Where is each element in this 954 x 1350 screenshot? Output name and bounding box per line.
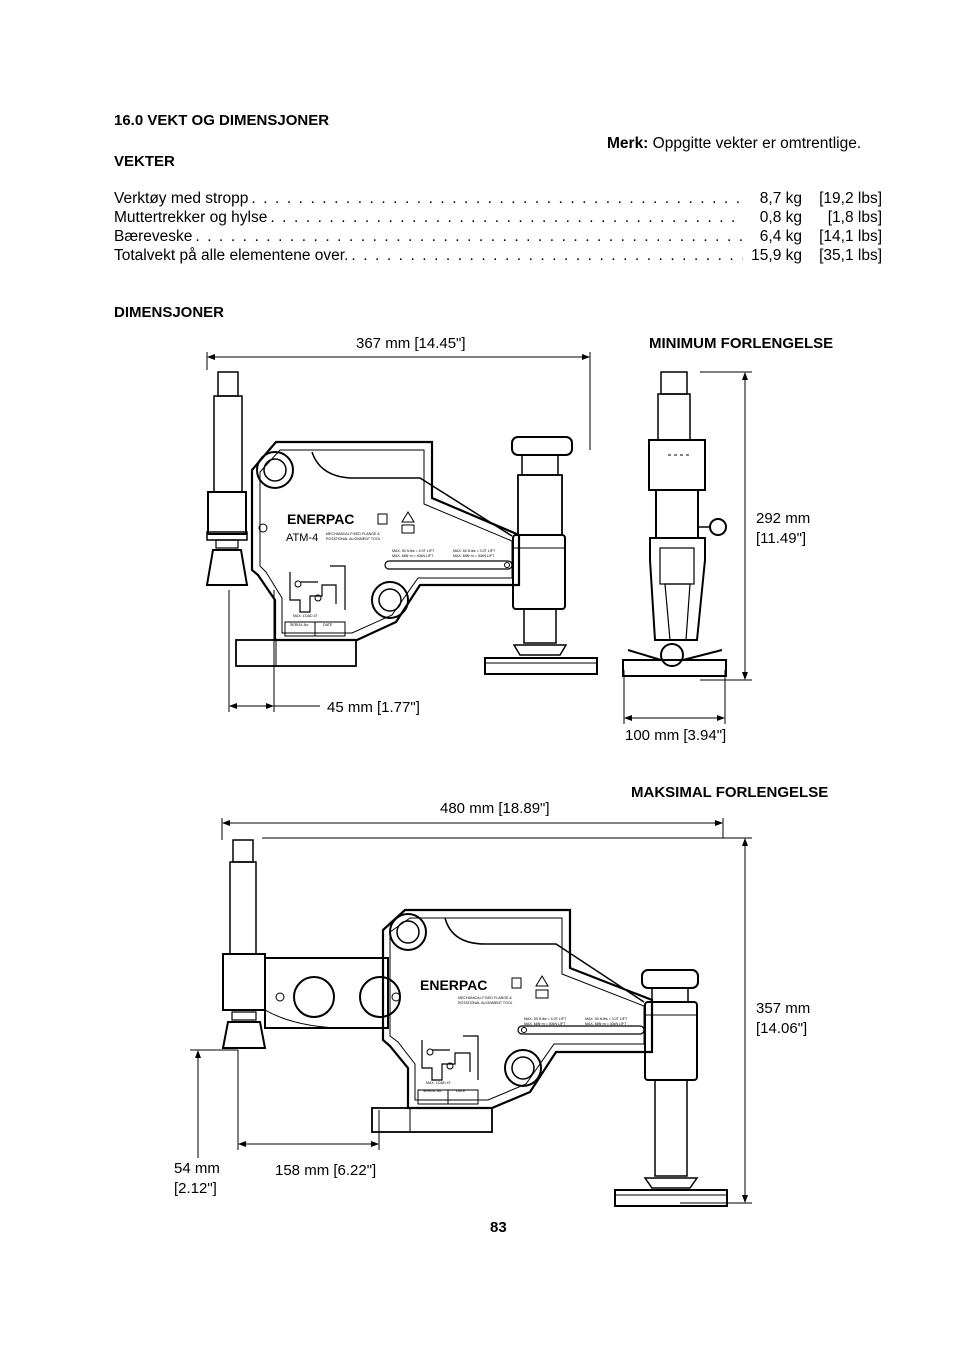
min-height-in: [11.49"]	[756, 530, 807, 547]
dimensions-heading: DIMENSJONER	[114, 304, 225, 321]
warning-icon	[536, 976, 548, 986]
date-label: DATE	[456, 1089, 466, 1093]
note-text: Oppgitte vekter er omtrentlige.	[652, 135, 862, 152]
weight-label: Bæreveske	[114, 228, 193, 245]
max-tool-side-view	[190, 818, 752, 1206]
weight-kg: 8,7 kg	[759, 190, 802, 207]
manual-icon	[536, 990, 548, 998]
manual-icon	[402, 525, 414, 533]
brand-label: ENERPAC	[287, 511, 355, 527]
lift-label: MAX. 68N·m = 40kN LIFT	[524, 1022, 566, 1026]
weight-label: Muttertrekker og hylse	[114, 209, 268, 226]
weight-label: Verktøy med stropp	[114, 190, 249, 207]
weight-lbs: [1,8 lbs]	[827, 209, 882, 226]
desc-label: MECHANICAL FIXED FLANGE &	[326, 532, 380, 536]
page-number: 83	[490, 1219, 507, 1236]
max-height-in: [14.06"]	[756, 1020, 808, 1037]
lift-label: MAX. 50 ft-lbs = 4.0T LIFT	[524, 1017, 567, 1021]
lift-label: MAX. 68N·m = 40kN LIFT	[392, 554, 434, 558]
max-extension-title: MAKSIMAL FORLENGELSE	[631, 784, 829, 801]
registered-icon	[378, 514, 387, 524]
max-offset-mm: 54 mm	[174, 1160, 220, 1177]
max-height-mm: 357 mm	[756, 1000, 811, 1017]
min-height-mm: 292 mm	[756, 510, 811, 527]
max-load-label: MAX. LOAD 4T	[293, 614, 318, 618]
desc-label: ROTATIONAL ALIGNMENT TOOL	[326, 537, 381, 541]
lift-label: MAX. 50 ft-lbs = 3.0T LIFT	[453, 549, 496, 553]
weight-kg: 15,9 kg	[751, 247, 802, 264]
note-label: Merk:	[607, 135, 649, 152]
min-depth-label: 100 mm [3.94"]	[625, 727, 727, 744]
max-load-label: MAX. LOAD 4T	[426, 1081, 451, 1085]
desc-label: MECHANICAL FIXED FLANGE &	[458, 996, 512, 1000]
max-width-label: 480 mm [18.89"]	[440, 800, 550, 817]
registered-icon	[512, 978, 521, 988]
min-offset-label: 45 mm [1.77"]	[327, 699, 420, 716]
weights-heading: VEKTER	[114, 153, 175, 170]
max-reach-label: 158 mm [6.22"]	[275, 1162, 377, 1179]
lift-label: MAX. 50 ft-lbs = 4.0T LIFT	[392, 549, 435, 553]
brand-label: ENERPAC	[420, 977, 488, 993]
weight-label: Totalvekt på alle elementene over.	[114, 247, 349, 264]
weight-kg: 0,8 kg	[759, 209, 802, 226]
min-width-label: 367 mm [14.45"]	[356, 335, 466, 352]
serial-label: SERIAL No.	[423, 1089, 443, 1093]
min-extension-title: MINIMUM FORLENGELSE	[649, 335, 834, 352]
warning-icon	[402, 512, 414, 522]
date-label: DATE	[323, 623, 333, 627]
desc-label: ROTATIONAL ALIGNMENT TOOL	[458, 1001, 513, 1005]
lift-label: MAX. 68N·m = 30kN LIFT	[585, 1022, 627, 1026]
section-title: 16.0 VEKT OG DIMENSJONER	[114, 112, 330, 129]
lift-label: MAX. 50 ft-lbs = 3.0T LIFT	[585, 1017, 628, 1021]
weight-kg: 6,4 kg	[759, 228, 802, 245]
weight-lbs: [35,1 lbs]	[819, 247, 882, 264]
max-offset-in: [2.12"]	[174, 1180, 217, 1197]
model-label: ATM-4	[286, 532, 319, 544]
serial-label: SERIAL No.	[290, 623, 310, 627]
min-tool-front-view	[623, 372, 752, 724]
lift-label: MAX. 68N·m = 30kN LIFT	[453, 554, 495, 558]
weight-lbs: [14,1 lbs]	[819, 228, 882, 245]
weight-lbs: [19,2 lbs]	[819, 190, 882, 207]
